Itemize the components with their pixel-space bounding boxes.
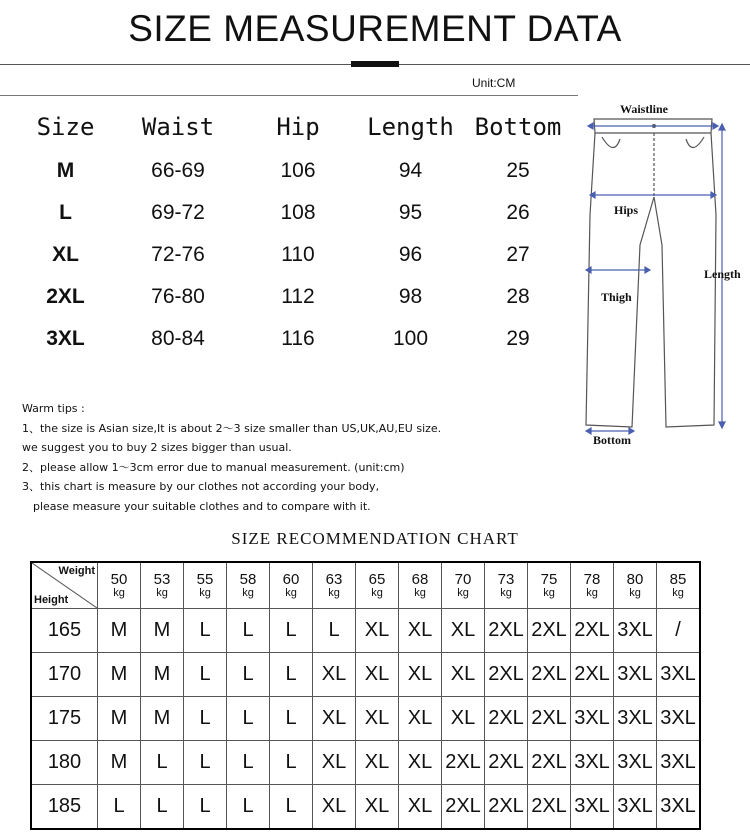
weight-header-cell: [399, 562, 442, 609]
label-hips: Hips: [614, 203, 639, 217]
recommended-size-cell: L: [270, 785, 313, 830]
weight-unit: kg: [113, 587, 125, 599]
weight-value: 60: [282, 571, 300, 588]
weight-value: 75: [540, 571, 558, 588]
recommended-size-cell: 2XL: [485, 609, 528, 653]
recommended-size-cell: M: [141, 653, 184, 697]
weight-header-cell: [356, 562, 399, 609]
length-cell: 100: [392, 327, 429, 350]
recommended-size-cell: M: [98, 609, 141, 653]
label-length: Length: [704, 267, 741, 281]
table-row: [31, 609, 700, 653]
recommended-size-cell: 3XL: [614, 785, 657, 830]
length-cell: 96: [398, 243, 423, 266]
recommended-size-cell: XL: [442, 653, 485, 697]
recommended-size-cell: 2XL: [485, 697, 528, 741]
hip-cell: 108: [280, 201, 316, 224]
recommended-size-cell: 2XL: [528, 785, 571, 830]
recommended-size-cell: 3XL: [614, 697, 657, 741]
recommended-size-cell: XL: [399, 653, 442, 697]
bottom-cell: 29: [506, 327, 530, 350]
recommended-size-cell: 2XL: [442, 741, 485, 785]
recommended-size-cell: 2XL: [528, 609, 571, 653]
weight-unit: kg: [457, 587, 469, 599]
weight-value: 55: [196, 571, 214, 588]
recommended-size-cell: XL: [313, 697, 356, 741]
recommended-size-cell: L: [184, 785, 227, 830]
recommended-size-cell: M: [98, 741, 141, 785]
recommended-size-cell: L: [270, 741, 313, 785]
weight-value: 63: [325, 571, 343, 588]
size-table-header: [18, 104, 568, 150]
hip-cell: 110: [281, 243, 315, 266]
weight-header-row: [31, 562, 700, 609]
recommended-size-cell: L: [141, 785, 184, 830]
recommended-size-cell: XL: [356, 785, 399, 830]
recommended-size-cell: 3XL: [571, 741, 614, 785]
recommended-size-cell: XL: [356, 741, 399, 785]
recommended-size-cell: L: [184, 609, 227, 653]
size-cell: 2XL: [46, 285, 85, 308]
recommended-size-cell: XL: [313, 653, 356, 697]
bottom-cell: 25: [506, 159, 530, 182]
weight-header-cell: [227, 562, 270, 609]
label-thigh: Thigh: [601, 290, 632, 304]
unit-label: Unit:CM: [472, 76, 516, 90]
size-cell: M: [56, 159, 75, 182]
weight-header-cell: [442, 562, 485, 609]
recommended-size-cell: 3XL: [657, 653, 701, 697]
header-size: Size: [36, 113, 95, 141]
label-waistline: Waistline: [620, 102, 669, 116]
weight-unit: kg: [371, 587, 383, 599]
recommended-size-cell: L: [98, 785, 141, 830]
recommended-size-cell: L: [227, 697, 270, 741]
length-cell: 95: [398, 201, 423, 224]
weight-unit: kg: [285, 587, 297, 599]
weight-value: 58: [239, 571, 257, 588]
recommended-size-cell: 3XL: [657, 785, 701, 830]
recommended-size-cell: L: [184, 653, 227, 697]
size-measurement-table: [18, 104, 568, 360]
waist-cell: 69-72: [151, 201, 205, 224]
weight-header-cell: [528, 562, 571, 609]
weight-unit: kg: [672, 587, 684, 599]
tips-heading: Warm tips :: [22, 402, 85, 415]
weight-unit: kg: [629, 587, 641, 599]
recommended-size-cell: XL: [313, 741, 356, 785]
recommended-size-cell: 2XL: [485, 653, 528, 697]
warm-tips: [22, 399, 441, 516]
tips-line-1: 1、the size is Asian size,It is about 2～3 size smaller than US,UK,AU,EU size.: [22, 421, 442, 435]
header-waist: Waist: [141, 113, 215, 141]
bottom-cell: 26: [506, 201, 530, 224]
table-row: [18, 192, 568, 234]
table-row: [18, 234, 568, 276]
recommended-size-cell: L: [313, 609, 356, 653]
weight-header-cell: [485, 562, 528, 609]
height-cell: 185: [31, 785, 98, 830]
tips-line-3: 2、please allow 1～3cm error due to manual measurement. (unit:cm): [22, 460, 405, 474]
weight-value: 65: [368, 571, 386, 588]
recommended-size-cell: XL: [399, 785, 442, 830]
recommended-size-cell: XL: [399, 697, 442, 741]
waist-cell: 72-76: [151, 243, 205, 266]
weight-axis-label: Weight: [58, 565, 95, 577]
hip-cell: 112: [281, 285, 315, 308]
recommended-size-cell: 3XL: [614, 653, 657, 697]
recommended-size-cell: XL: [399, 741, 442, 785]
height-cell: 175: [31, 697, 98, 741]
table-row: [18, 150, 568, 192]
height-cell: 170: [31, 653, 98, 697]
height-cell: 165: [31, 609, 98, 653]
weight-header-cell: [270, 562, 313, 609]
weight-header-cell: [614, 562, 657, 609]
recommended-size-cell: M: [141, 697, 184, 741]
label-bottom: Bottom: [593, 433, 631, 447]
recommended-size-cell: 3XL: [657, 697, 701, 741]
hip-cell: 106: [280, 159, 316, 182]
recommended-size-cell: L: [270, 609, 313, 653]
recommendation-title: SIZE RECOMMENDATION CHART: [231, 529, 519, 548]
left-pocket: [602, 137, 620, 148]
tips-line-5: please measure your suitable clothes and to compare with it.: [33, 499, 371, 513]
tips-line-2: we suggest you to buy 2 sizes bigger than usual.: [22, 441, 292, 454]
header-hip: Hip: [276, 113, 320, 141]
recommended-size-cell: M: [98, 697, 141, 741]
weight-header-cell: [571, 562, 614, 609]
weight-unit: kg: [543, 587, 555, 599]
recommended-size-cell: 2XL: [485, 741, 528, 785]
recommended-size-cell: L: [270, 697, 313, 741]
height-axis-label: Height: [34, 594, 69, 606]
corner-cell: [31, 562, 98, 609]
weight-unit: kg: [242, 587, 254, 599]
right-pocket: [686, 137, 704, 148]
recommended-size-cell: XL: [313, 785, 356, 830]
weight-unit: kg: [328, 587, 340, 599]
recommended-size-cell: L: [227, 653, 270, 697]
bottom-cell: 27: [506, 243, 530, 266]
recommended-size-cell: 3XL: [614, 609, 657, 653]
recommended-size-cell: 3XL: [571, 785, 614, 830]
size-cell: XL: [52, 243, 79, 266]
table-row: [31, 697, 700, 741]
length-cell: 94: [398, 159, 423, 182]
recommended-size-cell: XL: [356, 697, 399, 741]
table-row: [31, 741, 700, 785]
weight-header-cell: [184, 562, 227, 609]
weight-value: 78: [583, 571, 601, 588]
weight-value: 70: [454, 571, 472, 588]
weight-header-cell: [98, 562, 141, 609]
waist-cell: 80-84: [151, 327, 205, 350]
recommended-size-cell: 2XL: [485, 785, 528, 830]
tips-line-4: 3、this chart is measure by our clothes not according your body,: [22, 480, 380, 493]
recommended-size-cell: /: [657, 609, 701, 653]
title-divider-accent: [351, 61, 399, 67]
weight-unit: kg: [414, 587, 426, 599]
page-title: SIZE MEASUREMENT DATA: [128, 8, 622, 49]
weight-unit: kg: [500, 587, 512, 599]
recommended-size-cell: L: [227, 785, 270, 830]
size-cell: L: [59, 201, 72, 224]
recommended-size-cell: 2XL: [528, 741, 571, 785]
recommended-size-cell: L: [227, 609, 270, 653]
recommended-size-cell: 2XL: [528, 653, 571, 697]
table-row: [31, 785, 700, 830]
weight-header-cell: [313, 562, 356, 609]
header-length: Length: [367, 113, 454, 141]
table-row: [18, 276, 568, 318]
weight-unit: kg: [586, 587, 598, 599]
recommended-size-cell: M: [98, 653, 141, 697]
weight-value: 50: [110, 571, 128, 588]
table-row: [18, 318, 568, 360]
hip-cell: 116: [281, 327, 315, 350]
weight-header-cell: [657, 562, 701, 609]
weight-unit: kg: [199, 587, 211, 599]
recommended-size-cell: 3XL: [571, 697, 614, 741]
recommended-size-cell: XL: [356, 653, 399, 697]
recommended-size-cell: L: [184, 697, 227, 741]
recommended-size-cell: L: [184, 741, 227, 785]
table-row: [31, 653, 700, 697]
height-cell: 180: [31, 741, 98, 785]
recommended-size-cell: XL: [442, 697, 485, 741]
weight-value: 53: [153, 571, 171, 588]
recommended-size-cell: 2XL: [571, 653, 614, 697]
recommended-size-cell: 3XL: [657, 741, 701, 785]
weight-value: 80: [626, 571, 644, 588]
weight-value: 85: [669, 571, 687, 588]
weight-value: 68: [411, 571, 429, 588]
waist-cell: 76-80: [151, 285, 205, 308]
left-leg-outline: [586, 133, 654, 427]
recommended-size-cell: 2XL: [528, 697, 571, 741]
recommended-size-cell: L: [270, 653, 313, 697]
recommended-size-cell: XL: [442, 609, 485, 653]
size-cell: 3XL: [46, 327, 85, 350]
recommended-size-cell: 2XL: [571, 609, 614, 653]
recommended-size-cell: M: [141, 609, 184, 653]
waist-cell: 66-69: [151, 159, 205, 182]
recommended-size-cell: XL: [356, 609, 399, 653]
size-recommendation-table: [30, 561, 701, 830]
weight-header-cell: [141, 562, 184, 609]
recommended-size-cell: 3XL: [614, 741, 657, 785]
recommended-size-cell: L: [141, 741, 184, 785]
recommended-size-cell: XL: [399, 609, 442, 653]
weight-unit: kg: [156, 587, 168, 599]
length-cell: 98: [398, 285, 423, 308]
weight-value: 73: [497, 571, 515, 588]
bottom-cell: 28: [506, 285, 530, 308]
header-bottom: Bottom: [474, 113, 562, 141]
recommended-size-cell: L: [227, 741, 270, 785]
table-top-divider: [0, 95, 578, 96]
recommended-size-cell: 2XL: [442, 785, 485, 830]
